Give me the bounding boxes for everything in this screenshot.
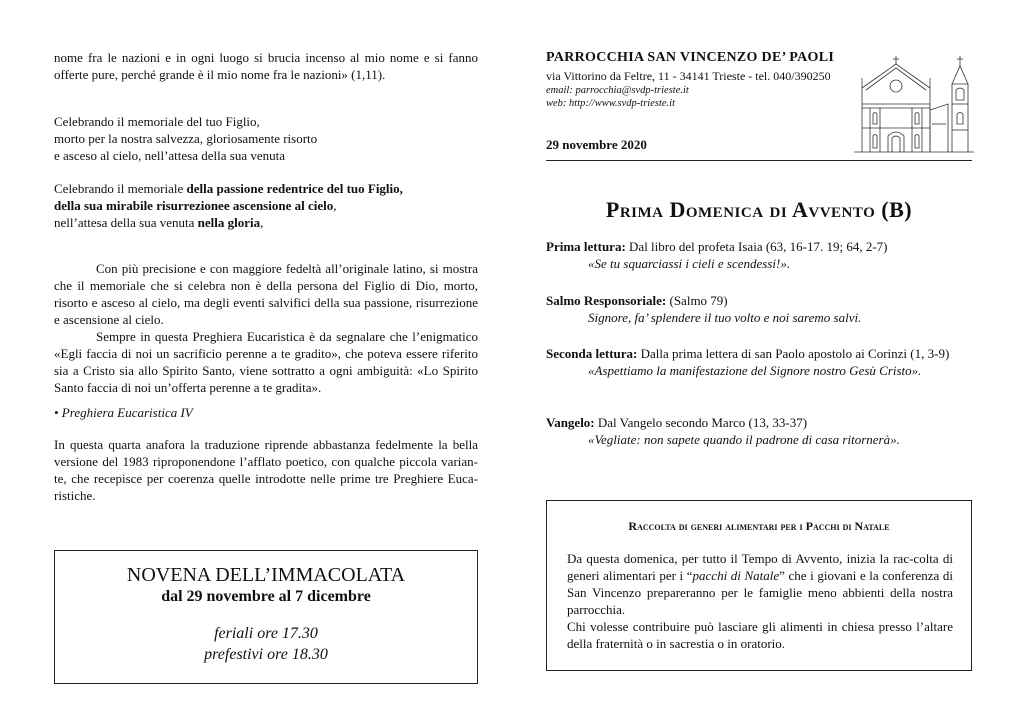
memorial-old-text [54,113,478,164]
novena-title: NOVENA DELL’IMMACOLATA [126,564,406,586]
raccolta-box [546,500,972,671]
raccolta-text: Da questa domenica, per tutto il Tempo di Avvento, inizia la rac-colta di generi alimentari per i “pacchi di Natale” che i giovani e la conferenza di San Vincenzo prepareranno per le famiglie meno abbienti della nostra parrocchia. Chi volesse contribuire può lasciare gli alimenti in chiesa presso l’altare della fraternità o in sacrestia o in oratorio. [567,551,953,651]
section-heading: • Preghiera Eucaristica IV [54,405,193,420]
parish-name: PARROCCHIA SAN VINCENZO DE’ PAOLI [546,50,835,65]
liturgy-title: Prima Domenica di Avvento (B) [605,197,913,222]
bulletin-date: 29 novembre 2020 [546,137,647,152]
parish-address: via Vittorino da Feltre, 11 - 34141 Trieste - tel. 040/390250 [546,69,831,83]
memorial-new-line: nell’attesa della sua venuta nella gloria, [54,215,264,230]
memorial-old-line: e asceso al cielo, nell’attesa della sua venuta [54,148,286,163]
commentary-text [54,260,478,396]
reading-first: Prima lettura: Dal libro del profeta Isaia (63, 16-17. 19; 64, 2-7) «Se tu squarciassi i cieli e scendessi!». [546,239,888,271]
parish-email: email: parrocchia@svdp-trieste.it [546,85,689,96]
anaphora-paragraph: In questa quarta anafora la traduzione riprende abbastanza fedelmente la bella versione del 1983 riproponendone l’afflato poetico, con qualche piccola varian-te, che recepisce per coerenza quelle introdotte nelle prime tre Preghiere Euca-ristiche. [54,437,478,503]
novena-prefestivi: prefestivi ore 18.30 [204,646,328,663]
novena-box [54,550,478,684]
header-divider [546,160,972,161]
reading-gospel: Vangelo: Dal Vangelo secondo Marco (13, 33-37) «Vegliate: non sapete quando il padrone di casa ritornerà». [546,415,900,447]
commentary-paragraph: Sempre in questa Preghiera Eucaristica è da segnalare che l’enigmatico «Egli faccia di noi un sacrificio perenne a te gradito», che poteva essere riferito sia a Cristo sia allo Spirito Santo, viene sottratto a ogni ambiguità: «Lo Spirito Santo faccia di noi un’offerta perenne a te gradita». [54,329,478,395]
intro-text: nome fra le nazioni e in ogni luogo si brucia incenso al mio nome e si fanno offerte pure, perché grande è il mio nome fra le nazioni» (1,11). [54,50,478,82]
reading-second: Seconda lettura: Dalla prima lettera di san Paolo apostolo ai Corinzi (1, 3-9) «Aspettiamo la manifestazione del Signore nostro Gesù Cristo». [546,346,950,378]
reading-psalm: Salmo Responsoriale: (Salmo 79) Signore, fa’ splendere il tuo volto e noi saremo salvi. [546,293,862,325]
memorial-new-text [54,180,478,231]
memorial-old-line: morto per la nostra salvezza, gloriosamente risorto [54,131,318,146]
memorial-new-line: Celebrando il memoriale della passione redentrice del tuo Figlio, [54,181,403,196]
memorial-new-line: della sua mirabile risurrezionee ascensione al cielo, [54,198,337,213]
memorial-old-line: Celebrando il memoriale del tuo Figlio, [54,114,260,129]
church-icon [852,44,976,156]
raccolta-title: Raccolta di generi alimentari per i Pacchi di Natale [628,519,890,533]
parish-web: web: http://www.svdp-trieste.it [546,98,676,109]
novena-feriali: feriali ore 17.30 [214,625,318,642]
novena-dates: dal 29 novembre al 7 dicembre [161,588,371,605]
commentary-paragraph: Con più precisione e con maggiore fedeltà all’originale latino, si mostra che il memoriale che si celebra non è della persona del Figlio di Dio, morto, risorto e asceso al cielo, ma degli eventi salvifici della sua passione, risurrezione e ascensione al cielo. [54,261,478,327]
